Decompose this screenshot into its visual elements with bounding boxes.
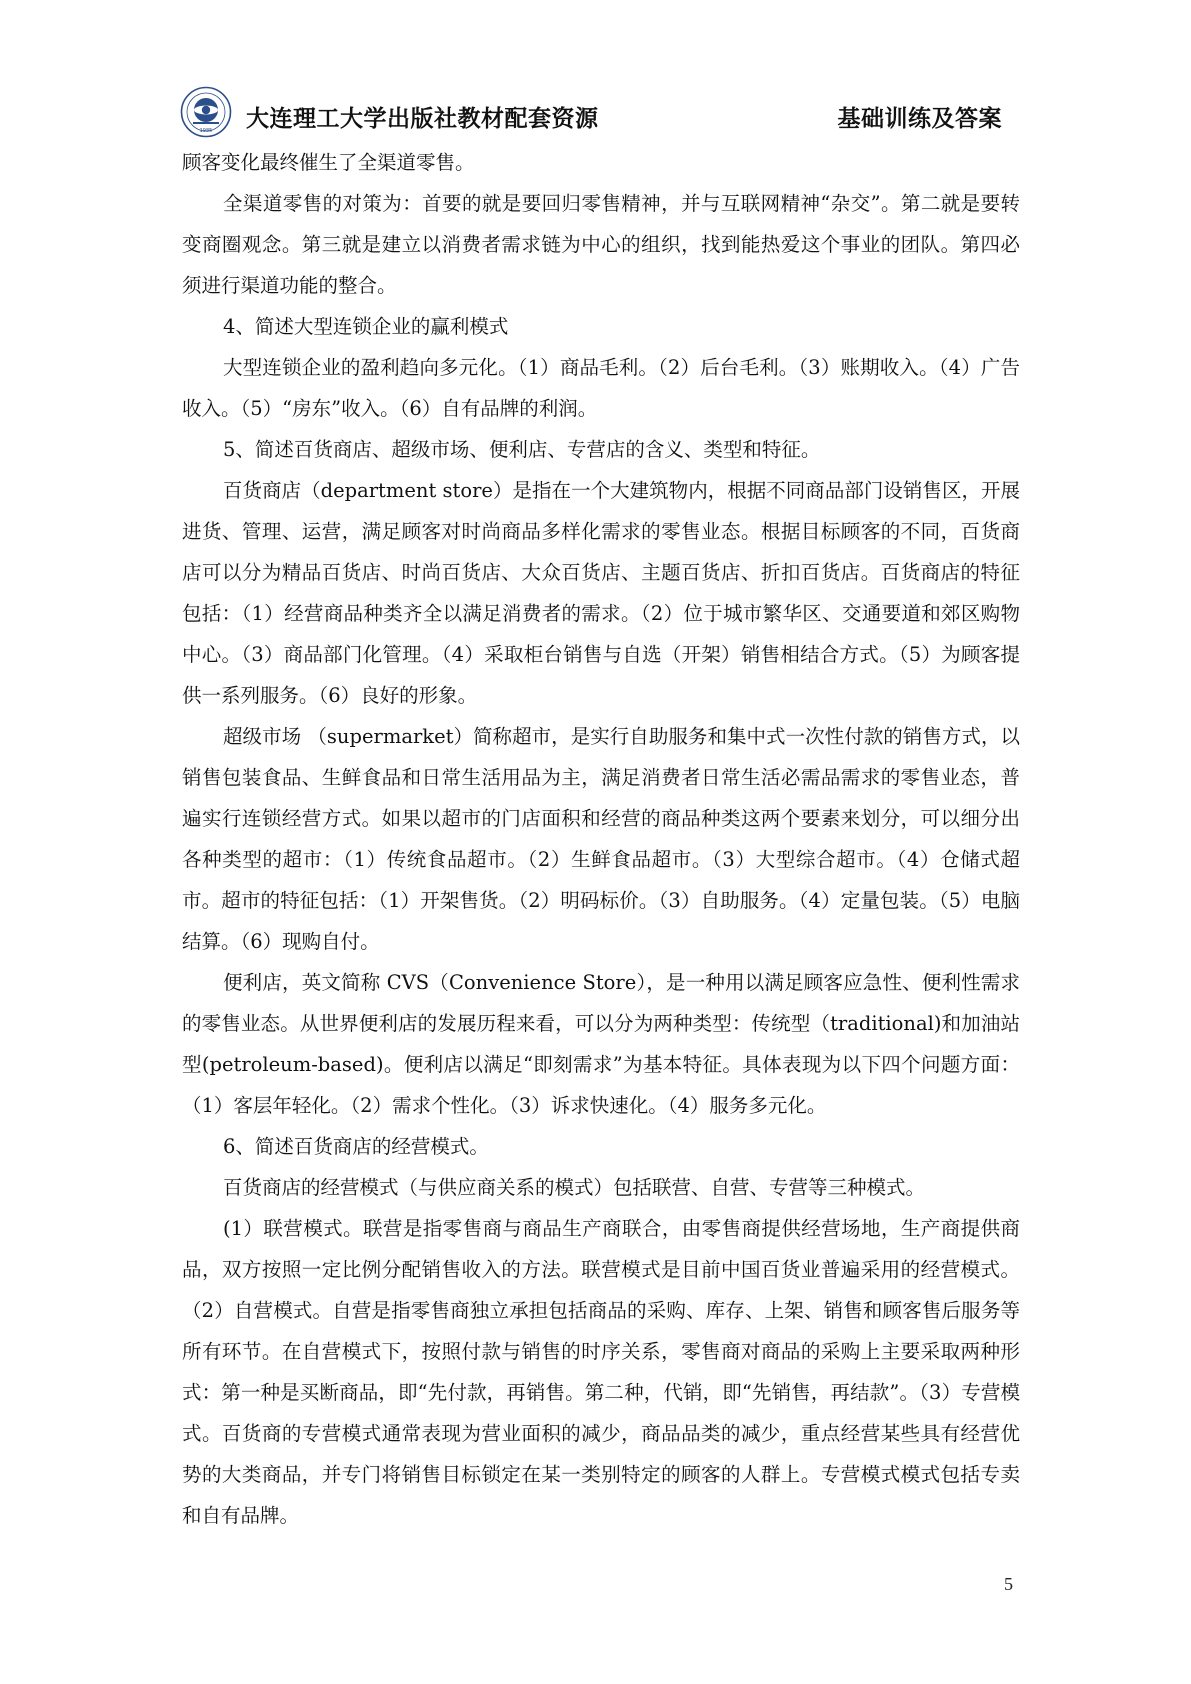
- paragraph: 超级市场 （supermarket）简称超市，是实行自助服务和集中式一次性付款的销售方式，以销售包装食品、生鲜食品和日常生活用品为主，满足消费者日常生活必需品需求的零售业态，普遍实行连锁经营方式。如果以超市的门店面积和经营的商品种类这两个要素来划分，可以细分出各种类型的超市：（1）传统食品超市。（2）生鲜食品超市。（3）大型综合超市。（4）仓储式超市。超市的特征包括：（1）开架售货。（2）明码标价。（3）自助服务。（4）定量包装。（5）电脑结算。（6）现购自付。: [182, 725, 1020, 953]
- page-header: [180, 86, 1002, 142]
- paragraph: 4、简述大型连锁企业的赢利模式: [223, 315, 509, 338]
- paragraph: 百货商店（department store）是指在一个大建筑物内，根据不同商品部门设销售区，开展进货、管理、运营，满足顾客对时尚商品多样化需求的零售业态。根据目标顾客的不同，百货商店可以分为精品百货店、时尚百货店、大众百货店、主题百货店、折扣百货店。百货商店的特征包括：（1）经营商品种类齐全以满足消费者的需求。（2）位于城市繁华区、交通要道和郊区购物中心。（3）商品部门化管理。（4）采取柜台销售与自选（开架）销售相结合方式。（5）为顾客提供一系列服务。（6）良好的形象。: [182, 479, 1020, 707]
- logo-year: 1985: [199, 128, 213, 134]
- paragraph: 大型连锁企业的盈利趋向多元化。（1）商品毛利。（2）后台毛利。（3）账期收入。（4）广告收入。（5）“房东”收入。（6）自有品牌的利润。: [182, 356, 1020, 420]
- paragraph: 顾客变化最终催生了全渠道零售。: [182, 151, 475, 174]
- header-title: 大连理工大学出版社教材配套资源: [246, 106, 599, 132]
- paragraph: 5、简述百货商店、超级市场、便利店、专营店的含义、类型和特征。: [223, 438, 821, 461]
- paragraph: 便利店，英文简称 CVS（Convenience Store），是一种用以满足顾客应急性、便利性需求的零售业态。从世界便利店的发展历程来看，可以分为两种类型：传统型（traditional)和加油站型(petroleum-based)。便利店以满足“即刻需求”为基本特征。具体表现为以下四个问题方面：（1）客层年轻化。（2）需求个性化。（3）诉求快速化。（4）服务多元化。: [182, 971, 1020, 1117]
- paragraph: (1）联营模式。联营是指零售商与商品生产商联合，由零售商提供经营场地，生产商提供商品，双方按照一定比例分配销售收入的方法。联营模式是目前中国百货业普遍采用的经营模式。（2）自营模式。自营是指零售商独立承担包括商品的采购、库存、上架、销售和顾客售后服务等所有环节。在自营模式下，按照付款与销售的时序关系，零售商对商品的采购上主要采取两种形式：第一种是买断商品，即“先付款，再销售。第二种，代销，即“先销售，再结款”。（3）专营模式。百货商的专营模式通常表现为营业面积的减少，商品品类的减少，重点经营某些具有经营优势的大类商品，并专门将销售目标锁定在某一类别特定的顾客的人群上。专营模式模式包括专卖和自有品牌。: [182, 1217, 1020, 1527]
- page-number: 5: [1004, 1574, 1013, 1594]
- publisher-logo-icon: [180, 86, 232, 138]
- paragraph: 6、简述百货商店的经营模式。: [223, 1135, 489, 1158]
- body-text: [182, 142, 1020, 1536]
- paragraph: 全渠道零售的对策为：首要的就是要回归零售精神，并与互联网精神“杂交”。第二就是要转变商圈观念。第三就是建立以消费者需求链为中心的组织，找到能热爱这个事业的团队。第四必须进行渠道功能的整合。: [182, 192, 1020, 297]
- paragraph: 百货商店的经营模式（与供应商关系的模式）包括联营、自营、专营等三种模式。: [223, 1176, 926, 1199]
- header-section-title: 基础训练及答案: [837, 106, 1002, 132]
